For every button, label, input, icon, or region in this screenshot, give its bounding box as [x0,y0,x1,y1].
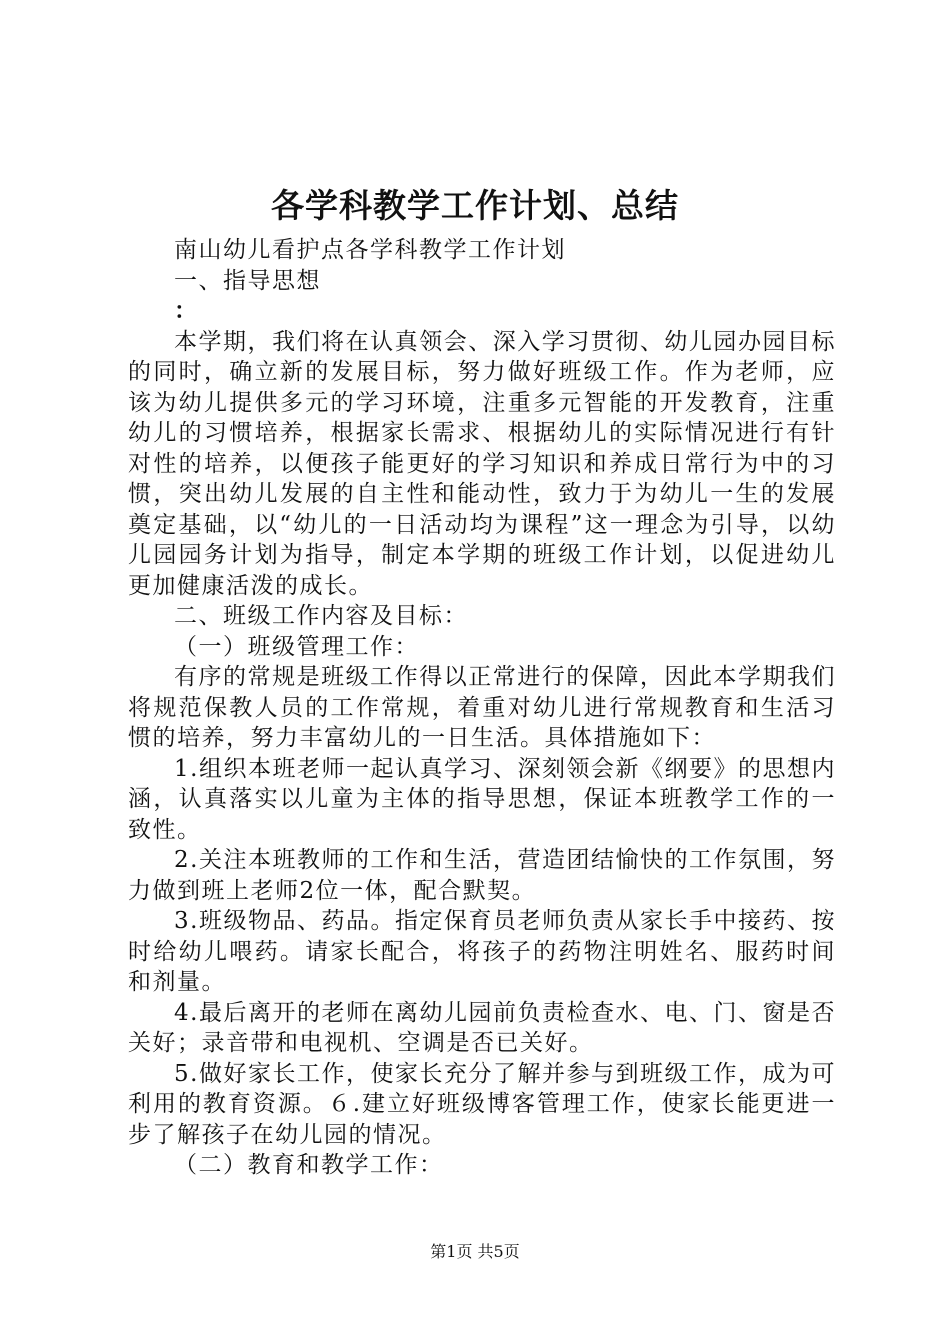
paragraph-heading-education: （二）教育和教学工作： [174,1152,444,1178]
paragraph-item-3: 3.班级物品、药品。指定保育员老师负责从家长手中接药、按时给幼儿喂药。请家长配合，将孩子的药物注明姓名、服药时间和剂量。 [128,908,836,995]
paragraph-routine: 有序的常规是班级工作得以正常进行的保障，因此本学期我们将规范保教人员的工作常规，着重对幼儿进行常规教育和生活习惯的培养，努力丰富幼儿的一日生活。具体措施如下： [128,664,836,751]
paragraph-intro: 本学期，我们将在认真领会、深入学习贯彻、幼儿园办园目标的同时，确立新的发展目标，努力做好班级工作。作为老师，应该为幼儿提供多元的学习环境，注重多元智能的开发教育，注重幼儿的习惯培养，根据家长需求、根据幼儿的实际情况进行有针对性的培养，以便孩子能更好的学习知识和养成日常行为中的习惯，突出幼儿发展的自主性和能动性，致力于为幼儿一生的发展奠定基础，以“幼儿的一日活动均为课程”这一理念为引导，以幼儿园园务计划为指导，制定本学期的班级工作计划，以促进幼儿更加健康活泼的成长。 [128,328,836,599]
paragraph-heading-class-management: （一）班级管理工作： [174,633,419,660]
page-footer: 第1页 共5页 [430,1242,520,1261]
paragraph-item-1: 1.组织本班老师一起认真学习、深刻领会新《纲要》的思想内涵，认真落实以儿童为主体的指导思想，保证本班教学工作的一致性。 [128,755,836,843]
paragraph-item-4: 4.最后离开的老师在离幼儿园前负责检查水、电、门、窗是否关好；录音带和电视机、空调是否已关好。 [128,999,836,1056]
paragraph-item-2: 2.关注本班教师的工作和生活，营造团结愉快的工作氛围，努力做到班上老师2位一体，配合默契。 [128,847,836,904]
document-body [128,235,836,1181]
paragraph-item-5: 5.做好家长工作，使家长充分了解并参与到班级工作，成为可利用的教育资源。６.建立好班级博客管理工作，使家长能更进一步了解孩子在幼儿园的情况。 [128,1060,836,1148]
paragraph-heading-class-work: 二、班级工作内容及目标： [174,603,468,629]
paragraph-heading-guiding-thought: 一、指导思想 [174,267,321,294]
paragraph-subtitle: 南山幼儿看护点各学科教学工作计划 [174,237,566,263]
paragraph-colon: ： [174,297,199,324]
document-title: 各学科教学工作计划、总结 [271,186,679,225]
